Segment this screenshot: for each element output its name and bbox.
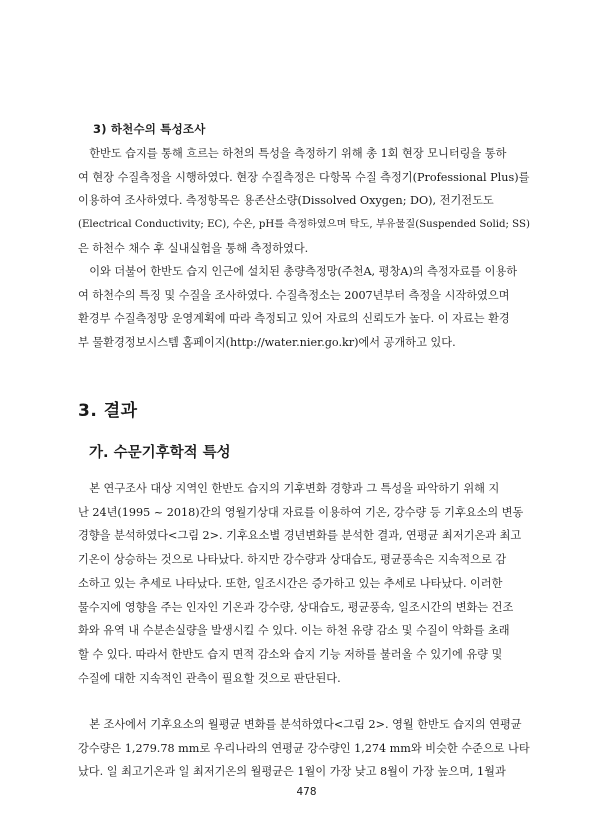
text-line: (Electrical Conductivity; EC), 수온, pH를 측정하였으며 탁도, 부유물질(Suspended Solid; SS) — [78, 219, 530, 231]
paragraph-monthly-climate — [78, 713, 535, 784]
text-line: 이와 더불어 한반도 습지 인근에 설치된 총량측정망(주천A, 평창A)의 측정자료를 이용하 — [78, 265, 518, 278]
text-line: 여 현장 수질측정을 시행하였다. 현장 수질측정은 다항목 수질 측정기(Professional Plus)를 — [78, 170, 530, 184]
paragraph-river-measurement — [78, 142, 535, 261]
text-line: 났다. 일 최고기온과 일 최저기온의 월평균은 1월이 가장 낮고 8월이 가장 높으며, 1월과 — [78, 765, 506, 779]
text-line: 난 24년(1995 ~ 2018)간의 영월기상대 자료를 이용하여 기온, 강수량 등 기후요소의 변동 — [78, 505, 524, 519]
section-heading-results: 3. 결과 — [78, 401, 138, 421]
text-line: 본 조사에서 기후요소의 월평균 변화를 분석하였다<그림 2>. 영월 한반도 습지의 연평균 — [78, 718, 522, 731]
text-line: 할 수 있다. 따라서 한반도 습지 면적 감소와 습지 기능 저하를 불러올 수 있기에 유량 및 — [78, 647, 503, 661]
text-line: 기온이 상승하는 것으로 나타났다. 하지만 강수량과 상대습도, 평균풍속은 지속적으로 감 — [78, 553, 507, 567]
subsection-heading-hydroclimate: 가. 수문기후학적 특성 — [89, 445, 231, 461]
text-line: 부 물환경정보시스템 홈페이지(http://water.nier.go.kr)에서 공개하고 있다. — [78, 336, 456, 350]
text-line: 소하고 있는 추세로 나타났다. 또한, 일조시간은 증가하고 있는 추세로 나타났다. 이러한 — [78, 576, 503, 590]
text-line: 강수량은 1,279.78 mm로 우리나라의 연평균 강수량인 1,274 mm와 비슷한 수준으로 나타 — [78, 741, 530, 755]
text-line: 경향을 분석하였다<그림 2>. 기후요소별 경년변화를 분석한 결과, 연평균 최저기온과 최고 — [78, 529, 522, 543]
text-line: 은 하천수 채수 후 실내실험을 통해 측정하였다. — [78, 241, 309, 255]
text-line: 환경부 수질측정망 운영계획에 따라 측정되고 있어 자료의 신뢰도가 높다. 이 자료는 환경 — [78, 312, 510, 326]
paragraph-climate-trend — [78, 477, 535, 690]
paragraph-monitoring-network — [78, 260, 535, 355]
subsection-heading-river-survey: 3) 하천수의 특성조사 — [93, 122, 206, 136]
text-line: 물수지에 영향을 주는 인자인 기온과 강수량, 상대습도, 평균풍속, 일조시간의 변화는 건조 — [78, 600, 514, 614]
text-line: 한반도 습지를 통해 흐르는 하천의 특성을 측정하기 위해 총 1회 현장 모니터링을 통하 — [78, 147, 507, 160]
page-number: 478 — [296, 786, 317, 798]
text-line: 화와 유역 내 수분손실량을 발생시킬 수 있다. 이는 하천 유량 감소 및 수질이 악화를 초래 — [78, 624, 510, 638]
text-line: 본 연구조사 대상 지역인 한반도 습지의 기후변화 경향과 그 특성을 파악하기 위해 지 — [78, 482, 500, 495]
text-line: 수질에 대한 지속적인 관측이 필요할 것으로 판단된다. — [78, 671, 341, 685]
text-line: 이용하여 조사하였다. 측정항목은 용존산소량(Dissolved Oxygen; DO), 전기전도도 — [78, 194, 494, 208]
text-line: 여 하천수의 특징 및 수질을 조사하였다. 수질측정소는 2007년부터 측정을 시작하였으며 — [78, 288, 510, 302]
